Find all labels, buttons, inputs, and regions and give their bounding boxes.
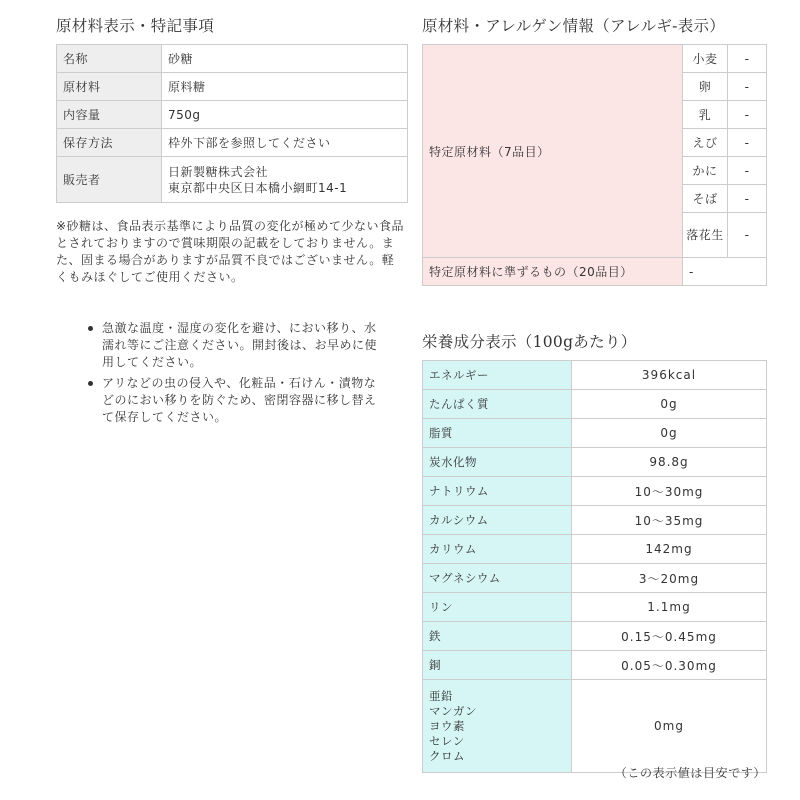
table-row — [57, 73, 408, 101]
nutrient-label: マンガン — [429, 703, 477, 718]
seller-address: 東京都中央区日本橋小網町14-1 — [168, 180, 348, 195]
nutrient-label: たんぱく質 — [423, 390, 572, 419]
allergen-item: そば — [683, 185, 728, 213]
nutrient-label: リン — [423, 593, 572, 622]
allergen-value: - — [728, 73, 767, 101]
nutrient-label-group — [423, 680, 572, 773]
row-value-ingredients: 原料糖 — [162, 73, 408, 101]
sugar-note: ※砂糖は、食品表示基準により品質の変化が極めて少ない食品とされておりますので賞味期限の記載をしておりません。また、固まる場合がありますが品質不良ではございません。軽くもみほぐしてご使用ください。 — [56, 219, 405, 284]
allergen-value: - — [728, 185, 767, 213]
nutrition-heading: 栄養成分表示（100gあたり） — [422, 333, 637, 351]
allergen-item: 落花生 — [683, 213, 728, 258]
list-item — [88, 375, 388, 426]
nutrient-value: 0mg — [572, 680, 767, 773]
nutrient-label: カリウム — [423, 535, 572, 564]
nutrient-label: ナトリウム — [423, 477, 572, 506]
nutrient-value: 3～20mg — [572, 564, 767, 593]
nutrient-label: クロム — [429, 748, 465, 763]
row-label-content: 内容量 — [57, 101, 162, 129]
allergen-item: 卵 — [683, 73, 728, 101]
allergen-value: - — [728, 45, 767, 73]
allergen-item: えび — [683, 129, 728, 157]
table-row — [423, 651, 767, 680]
product-info-table — [56, 44, 408, 203]
nutrient-value: 1.1mg — [572, 593, 767, 622]
allergen-group-label: 特定原材料（7品目） — [423, 45, 683, 258]
row-label-name: 名称 — [57, 45, 162, 73]
ingredients-heading: 原材料表示・特記事項 — [56, 17, 215, 35]
bullet-icon — [88, 381, 93, 386]
table-row — [423, 477, 767, 506]
table-row — [423, 506, 767, 535]
table-row — [57, 101, 408, 129]
allergen-item: 乳 — [683, 101, 728, 129]
table-row — [423, 361, 767, 390]
row-value-seller — [162, 157, 408, 203]
nutrient-label: 鉄 — [423, 622, 572, 651]
row-label-storage: 保存方法 — [57, 129, 162, 157]
row-label-ingredients: 原材料 — [57, 73, 162, 101]
bullet-icon — [88, 326, 93, 331]
table-row — [57, 157, 408, 203]
nutrient-label: ヨウ素 — [429, 718, 465, 733]
nutrient-label: 炭水化物 — [423, 448, 572, 477]
nutrient-label: 銅 — [423, 651, 572, 680]
allergen-sub-value: - — [683, 258, 767, 286]
table-row — [423, 45, 767, 73]
nutrient-value: 0g — [572, 419, 767, 448]
table-row — [423, 258, 767, 286]
table-row — [57, 45, 408, 73]
allergen-heading: 原材料・アレルゲン情報（アレルギ-表示） — [422, 17, 726, 35]
nutrient-value: 142mg — [572, 535, 767, 564]
allergen-table — [422, 44, 767, 286]
allergen-value: - — [728, 213, 767, 258]
table-row — [423, 680, 767, 773]
storage-bullet-list — [88, 320, 388, 430]
table-row — [423, 593, 767, 622]
nutrition-table — [422, 360, 767, 773]
row-label-seller: 販売者 — [57, 157, 162, 203]
nutrient-value: 10～30mg — [572, 477, 767, 506]
nutrient-value: 0.05～0.30mg — [572, 651, 767, 680]
list-item — [88, 320, 388, 371]
allergen-value: - — [728, 101, 767, 129]
nutrient-value: 98.8g — [572, 448, 767, 477]
nutrient-value: 0.15～0.45mg — [572, 622, 767, 651]
row-value-storage: 枠外下部を参照してください — [162, 129, 408, 157]
nutrient-value: 0g — [572, 390, 767, 419]
nutrient-label: 脂質 — [423, 419, 572, 448]
allergen-sub-label: 特定原材料に準ずるもの（20品目） — [423, 258, 683, 286]
nutrient-label: セレン — [429, 733, 465, 748]
seller-name: 日新製糖株式会社 — [168, 164, 269, 179]
nutrient-label: カルシウム — [423, 506, 572, 535]
bullet-text: 急激な温度・湿度の変化を避け、におい移り、水濡れ等にご注意ください。開封後は、お早めに使用してください。 — [102, 321, 378, 369]
table-row — [423, 535, 767, 564]
nutrient-value: 396kcal — [572, 361, 767, 390]
nutrient-value: 10～35mg — [572, 506, 767, 535]
allergen-value: - — [728, 157, 767, 185]
footnote: （この表示値は目安です） — [614, 766, 766, 780]
nutrient-label: 亜鉛 — [429, 688, 453, 703]
nutrient-label: エネルギー — [423, 361, 572, 390]
nutrient-label: マグネシウム — [423, 564, 572, 593]
table-row — [423, 448, 767, 477]
table-row — [423, 622, 767, 651]
bullet-text: アリなどの虫の侵入や、化粧品・石けん・漬物などのにおい移りを防ぐため、密閉容器に移し替えて保存してください。 — [102, 376, 377, 424]
table-row — [423, 419, 767, 448]
row-value-name: 砂糖 — [162, 45, 408, 73]
allergen-item: かに — [683, 157, 728, 185]
allergen-item: 小麦 — [683, 45, 728, 73]
row-value-content: 750g — [162, 101, 408, 129]
allergen-value: - — [728, 129, 767, 157]
table-row — [57, 129, 408, 157]
table-row — [423, 390, 767, 419]
table-row — [423, 564, 767, 593]
